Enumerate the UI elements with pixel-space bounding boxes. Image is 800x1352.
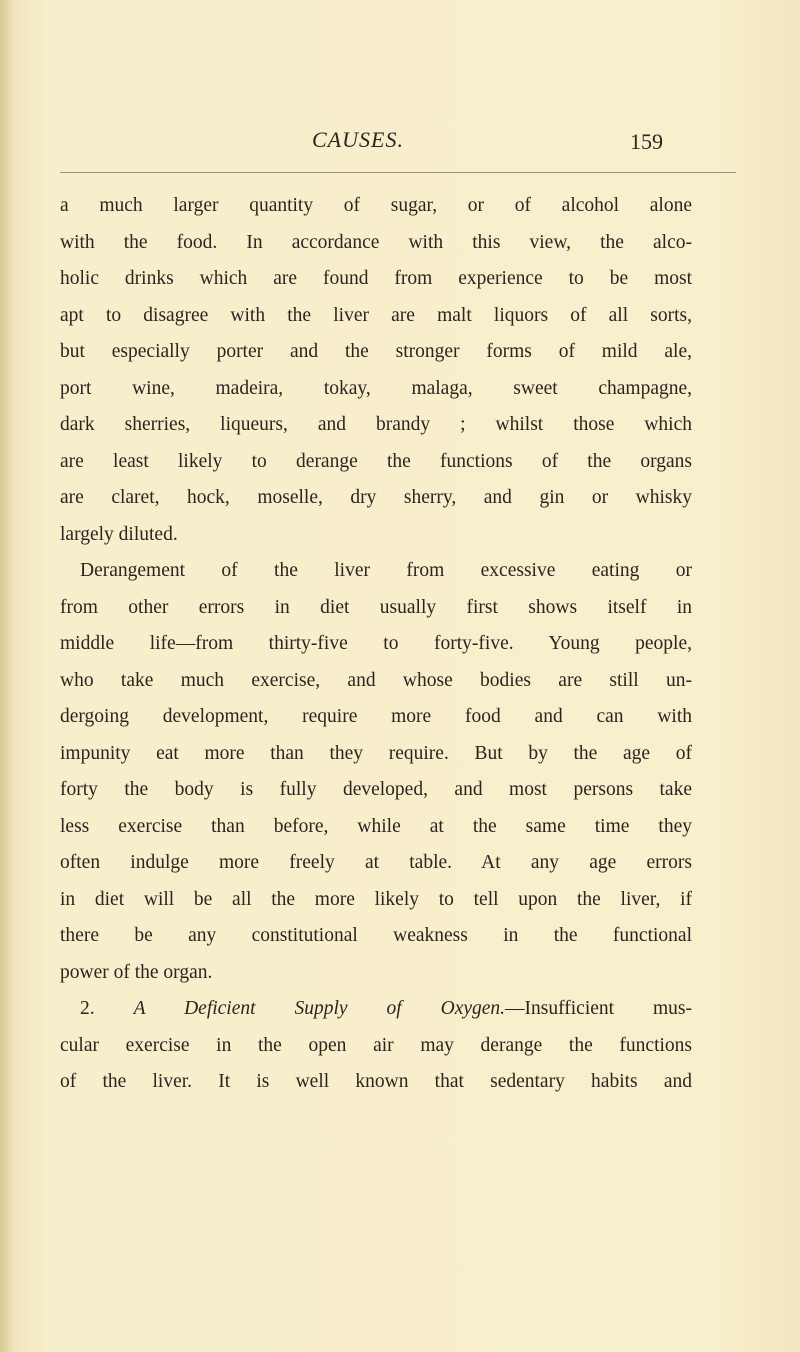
paragraph-start-line: Derangement of the liver from excessive eating or: [80, 560, 692, 581]
text-line: in diet will be all the more likely to tell upon the liver, if: [60, 888, 692, 910]
text-line: holic drinks which are found from experience to be most: [60, 268, 692, 289]
text-line: less exercise than before, while at the same time they: [60, 815, 692, 837]
text-line: from other errors in diet usually first shows itself in: [60, 596, 692, 618]
text-line: dergoing development, require more food and can with: [60, 706, 692, 727]
text-line: apt to disagree with the liver are malt liquors of all sorts,: [60, 304, 692, 326]
text-line: often indulge more freely at table. At any age errors: [60, 852, 692, 873]
running-head: [0, 127, 800, 167]
body-text: [60, 188, 692, 1101]
text-line: are least likely to derange the functions of the organs: [60, 450, 692, 472]
text-line: a much larger quantity of sugar, or of alcohol alone: [60, 195, 692, 216]
section-heading-line: [60, 991, 692, 1028]
text-line: with the food. In accordance with this view, the alco-: [60, 231, 692, 253]
section-heading-continuation: —Insufficient mus-: [505, 998, 693, 1019]
header-rule: [60, 172, 736, 173]
page-number: 159: [630, 129, 663, 154]
text-line: of the liver. It is well known that sedentary habits and: [60, 1071, 692, 1092]
text-line: are claret, hock, moselle, dry sherry, and gin or whisky: [60, 487, 692, 508]
text-line: middle life—from thirty-five to forty-five. Young people,: [60, 633, 692, 654]
section-number: 2.: [80, 998, 95, 1019]
section-heading: A Deficient Supply of Oxygen.: [133, 998, 506, 1019]
running-head-title: CAUSES.: [312, 127, 404, 152]
text-line: there be any constitutional weakness in the functional: [60, 925, 692, 946]
text-line: dark sherries, liqueurs, and brandy ; whilst those which: [60, 414, 692, 435]
text-line: cular exercise in the open air may derange the functions: [60, 1034, 692, 1056]
text-line: who take much exercise, and whose bodies are still un-: [60, 669, 692, 691]
text-line: largely diluted.: [60, 523, 178, 545]
text-line: power of the organ.: [60, 961, 213, 983]
text-line: impunity eat more than they require. But by the age of: [60, 742, 692, 764]
text-line: but especially porter and the stronger forms of mild ale,: [60, 341, 692, 362]
text-line: forty the body is fully developed, and most persons take: [60, 779, 692, 800]
text-line: port wine, madeira, tokay, malaga, sweet champagne,: [60, 377, 692, 399]
spine-shadow: [0, 0, 14, 1352]
